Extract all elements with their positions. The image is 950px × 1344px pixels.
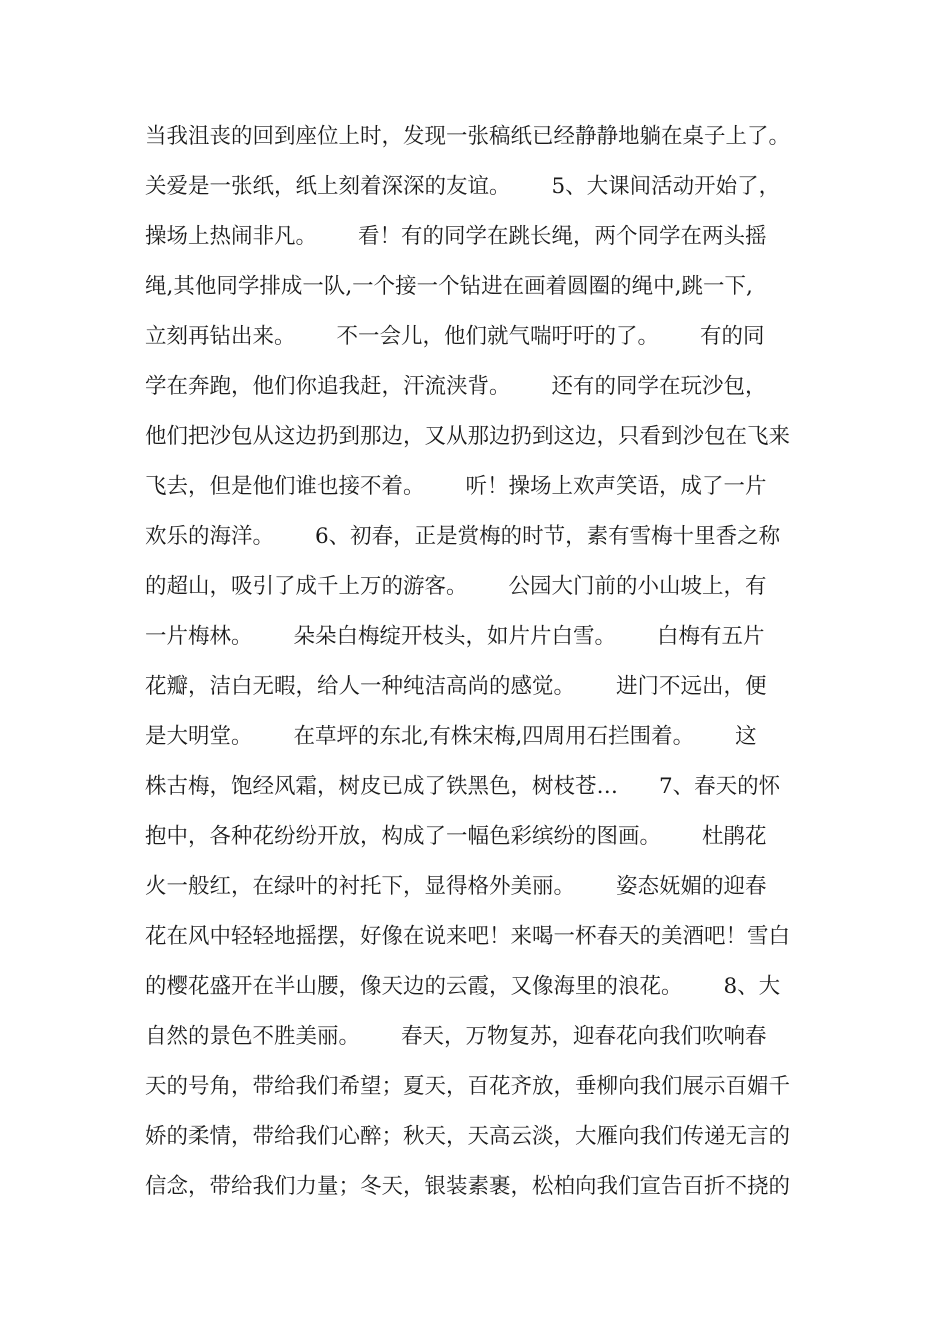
text-line: 株古梅，饱经风霜，树皮已成了铁黑色，树枝苍… 7、春天的怀 [145,774,781,799]
text-line: 花瓣，洁白无暇，给人一种纯洁高尚的感觉。 进门不远出，便 [145,674,767,699]
text-line: 的超山，吸引了成千上万的游客。 公园大门前的小山坡上，有 [145,574,767,599]
text-line: 娇的柔情，带给我们心醉；秋天，天高云淡，大雁向我们传递无言的 [145,1124,791,1149]
text-line: 学在奔跑，他们你追我赶，汗流浃背。 还有的同学在玩沙包， [145,374,767,399]
text-line: 抱中，各种花纷纷开放，构成了一幅色彩缤纷的图画。 杜鹃花 [145,824,767,849]
text-line: 操场上热闹非凡。 看！有的同学在跳长绳，两个同学在两头摇 [145,224,767,249]
text-line: 立刻再钻出来。 不一会儿，他们就气喘吁吁的了。 有的同 [145,324,765,349]
text-line: 当我沮丧的回到座位上时，发现一张稿纸已经静静地躺在桌子上了。 [145,124,791,149]
text-line: 天的号角，带给我们希望；夏天，百花齐放，垂柳向我们展示百媚千 [145,1074,791,1099]
text-line: 欢乐的海洋。 6、初春，正是赏梅的时节，素有雪梅十里香之称 [145,524,781,549]
text-line: 关爱是一张纸，纸上刻着深深的友谊。 5、大课间活动开始了， [145,174,781,199]
text-line: 的樱花盛开在半山腰，像天边的云霞，又像海里的浪花。 8、大 [145,974,781,999]
text-line: 飞去，但是他们谁也接不着。 听！操场上欢声笑语，成了一片 [145,474,767,499]
text-line: 绳,其他同学排成一队,一个接一个钻进在画着圆圈的绳中,跳一下, [145,274,753,299]
text-line: 一片梅林。 朵朵白梅绽开枝头，如片片白雪。 白梅有五片 [145,624,765,649]
text-line: 信念，带给我们力量；冬天，银装素裹，松柏向我们宣告百折不挠的 [145,1174,791,1199]
text-line: 他们把沙包从这边扔到那边，又从那边扔到这边，只看到沙包在飞来 [145,424,791,449]
text-line: 自然的景色不胜美丽。 春天，万物复苏，迎春花向我们吹响春 [145,1024,767,1049]
body-text [145,112,815,1212]
text-line: 是大明堂。 在草坪的东北,有株宋梅,四周用石拦围着。 这 [145,724,757,749]
text-line: 花在风中轻轻地摇摆，好像在说来吧！来喝一杯春天的美酒吧！雪白 [145,924,791,949]
text-line: 火一般红，在绿叶的衬托下，显得格外美丽。 姿态妩媚的迎春 [145,874,767,899]
